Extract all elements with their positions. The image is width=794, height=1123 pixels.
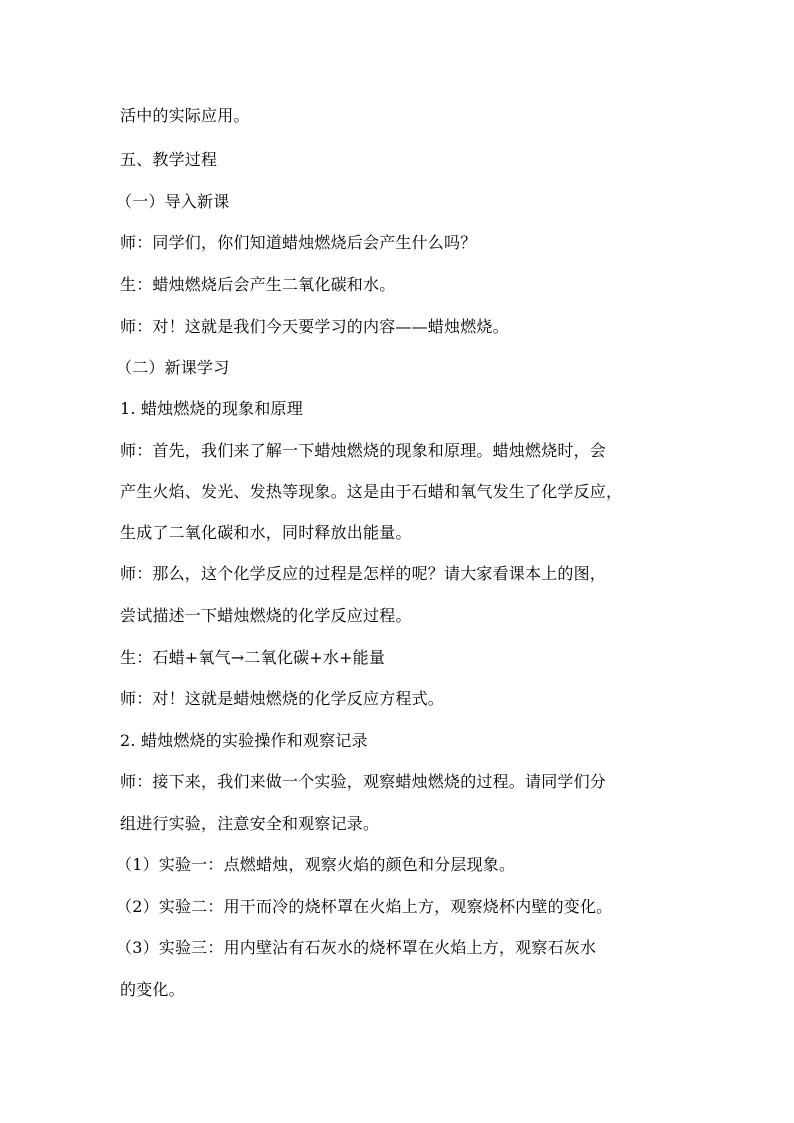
list-item: （1）实验一：点燃蜡烛，观察火焰的颜色和分层现象。: [116, 855, 516, 874]
subsection-heading: （二）新课学习: [116, 358, 230, 377]
text-line: 活中的实际应用。: [120, 106, 250, 125]
text-line: 生：蜡烛燃烧后会产生二氧化碳和水。: [120, 275, 396, 294]
text-line: 师：那么，这个化学反应的过程是怎样的呢？请大家看课本上的图，: [120, 564, 607, 583]
topic-heading: 2. 蜡烛燃烧的实验操作和观察记录: [120, 731, 368, 750]
text-line: 生：石蜡+氧气→二氧化碳+水+能量: [120, 648, 386, 667]
text-line: 师：对！这就是我们今天要学习的内容——蜡烛燃烧。: [120, 317, 509, 336]
text-line: 生成了二氧化碳和水，同时释放出能量。: [120, 523, 412, 542]
text-line: 师：首先，我们来了解一下蜡烛燃烧的现象和原理。蜡烛燃烧时，会: [120, 441, 607, 460]
topic-heading: 1. 蜡烛燃烧的现象和原理: [120, 399, 303, 418]
text-line: 师：同学们，你们知道蜡烛燃烧后会产生什么吗？: [120, 233, 477, 252]
text-line: 尝试描述一下蜡烛燃烧的化学反应过程。: [120, 606, 412, 625]
text-line: 组进行实验，注意安全和观察记录。: [120, 814, 380, 833]
text-line: 的变化。: [120, 980, 185, 999]
section-heading: 五、教学过程: [120, 150, 218, 169]
text-line: 产生火焰、发光、发热等现象。这是由于石蜡和氧气发生了化学反应，: [120, 482, 623, 501]
list-item: （3）实验三：用内壁沾有石灰水的烧杯罩在火焰上方，观察石灰水: [116, 938, 597, 957]
text-line: 师：接下来，我们来做一个实验，观察蜡烛燃烧的过程。请同学们分: [120, 772, 607, 791]
subsection-heading: （一）导入新课: [116, 192, 230, 211]
text-line: 师：对！这就是蜡烛燃烧的化学反应方程式。: [120, 689, 445, 708]
list-item: （2）实验二：用干而冷的烧杯罩在火焰上方，观察烧杯内壁的变化。: [116, 897, 613, 916]
